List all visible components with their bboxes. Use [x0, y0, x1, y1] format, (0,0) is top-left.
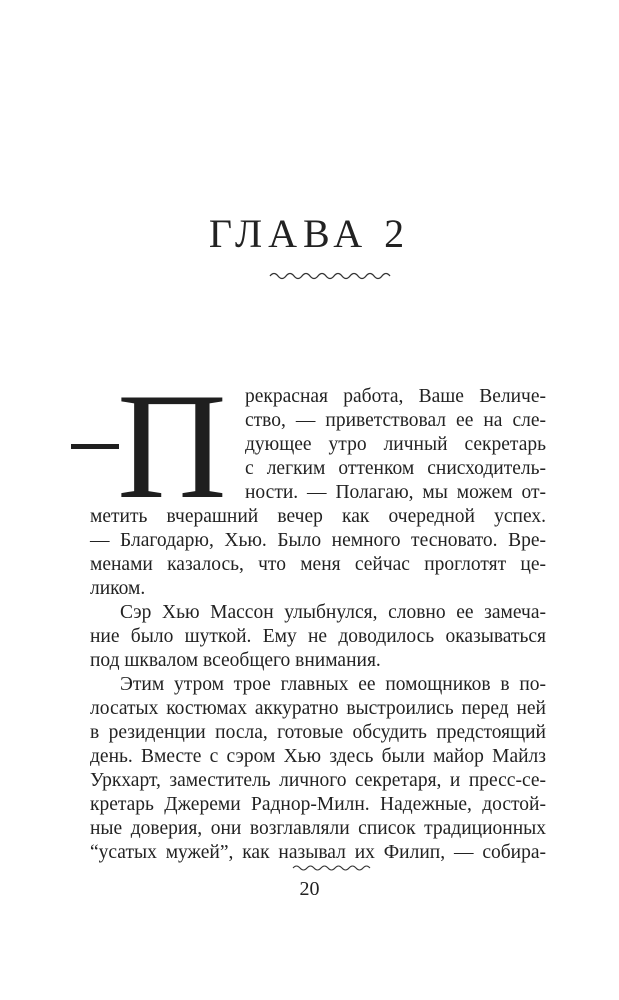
text-line: — Благодарю, Хью. Было немного тесновато. Вре-: [90, 530, 546, 551]
text-line: под шквалом всеобщего внимания.: [90, 650, 381, 671]
text-line: рекрасная работа, Ваше Величе-: [245, 386, 546, 407]
wave-ornament-top: [268, 268, 393, 282]
text-line: метить вчерашний вечер как очередной успех.: [90, 506, 546, 527]
page-number: 20: [299, 878, 320, 900]
text-line: Этим утром трое главных ее помощников в по-: [120, 674, 546, 695]
text-line: день. Вместе с сэром Хью здесь были майор Майлз: [90, 746, 546, 767]
text-line: Уркхарт, заместитель личного секретаря, и пресс-се-: [90, 770, 546, 791]
text-line: с легким оттенком снисходитель-: [245, 458, 546, 479]
text-line: ные доверия, они возглавляли список традиционных: [90, 818, 546, 839]
text-line: кретарь Джереми Раднор-Милн. Надежные, достой-: [90, 794, 546, 815]
chapter-title: ГЛАВА 2: [208, 211, 411, 256]
text-line: ние было шуткой. Ему не доводилось оказываться: [90, 626, 546, 647]
text-line: ликом.: [90, 578, 146, 599]
text-line: в резиденции посла, готовые обсудить предстоящий: [90, 722, 546, 743]
text-line: ство, — приветствовал ее на сле-: [245, 410, 546, 431]
wave-ornament-bottom: [291, 862, 371, 874]
drop-cap-letter: П: [117, 362, 227, 530]
text-line: дующее утро личный секретарь: [245, 434, 546, 455]
text-line: Сэр Хью Массон улыбнулся, словно ее замеча-: [120, 602, 546, 623]
text-line: менами казалось, что меня сейчас проглотят це-: [90, 554, 546, 575]
text-line: “усатых мужей”, как называл их Филип, — собира-: [90, 842, 546, 863]
text-line: ности. — Полагаю, мы можем от-: [245, 482, 546, 503]
text-line: лосатых костюмах аккуратно выстроились перед ней: [90, 698, 546, 719]
dialogue-dash: [71, 444, 119, 449]
